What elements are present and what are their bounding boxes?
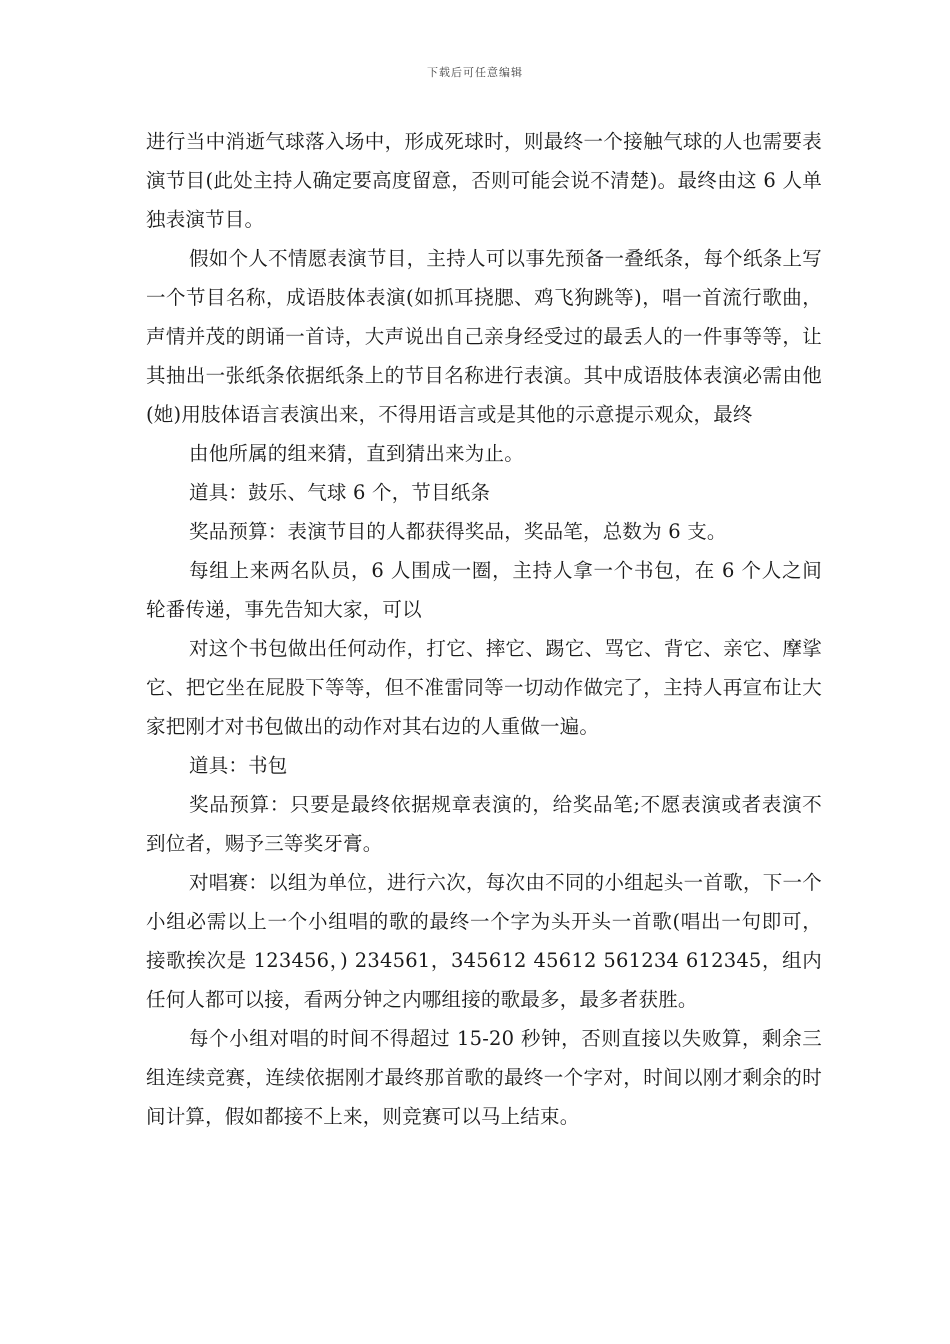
paragraph-1: 进行当中消逝气球落入场中，形成死球时，则最终一个接触气球的人也需要表演节目(此处主持人确定要高度留意，否则可能会说不清楚)。最终由这 6 人单独表演节目。 <box>146 130 822 231</box>
paragraph-song-contest: 对唱赛：以组为单位，进行六次，每次由不同的小组起头一首歌，下一个小组必需以上一个小组唱的歌的最终一个字为头开头一首歌(唱出一句即可，接歌挨次是 123456，) 234561，345612 45612 561234 612345，组内任何人都可以接，看两分钟之内哪组接的歌最多，最多者获胜。 <box>146 871 822 1011</box>
paragraph-3: 由他所属的组来猜，直到猜出来为止。 <box>189 442 524 465</box>
paragraph-6: 每组上来两名队员，6 人围成一圈，主持人拿一个书包，在 6 个人之间轮番传递，事先告知大家，可以 <box>146 559 822 621</box>
paragraph-prize-1: 奖品预算：表演节目的人都获得奖品，奖品笔，总数为 6 支。 <box>189 520 727 543</box>
paragraph-2: 假如个人不情愿表演节目，主持人可以事先预备一叠纸条，每个纸条上写一个节目名称，成语肢体表演(如抓耳挠腮、鸡飞狗跳等)，唱一首流行歌曲，声情并茂的朗诵一首诗，大声说出自己亲身经受过的最丢人的一件事等等，让其抽出一张纸条依据纸条上的节目名称进行表演。其中成语肢体表演必需由他(她)用肢体语言表演出来，不得用语言或是其他的示意提示观众，最终 <box>146 247 822 426</box>
paragraph-prize-2: 奖品预算：只要是最终依据规章表演的，给奖品笔;不愿表演或者表演不到位者，赐予三等奖牙膏。 <box>146 793 822 855</box>
page-header: 下载后可任意编辑 <box>427 66 523 79</box>
paragraph-song-rules: 每个小组对唱的时间不得超过 15-20 秒钟，否则直接以失败算，剩余三组连续竞赛，连续依据刚才最终那首歌的最终一个字对，时间以刚才剩余的时间计算，假如都接不上来，则竞赛可以马上结束。 <box>146 1027 822 1128</box>
document-body <box>146 122 822 1136</box>
paragraph-props-1: 道具：鼓乐、气球 6 个，节目纸条 <box>189 481 491 504</box>
paragraph-7: 对这个书包做出任何动作，打它、摔它、踢它、骂它、背它、亲它、摩挲它、把它坐在屁股下等等，但不准雷同等一切动作做完了，主持人再宣布让大家把刚才对书包做出的动作对其右边的人重做一遍。 <box>146 637 822 738</box>
paragraph-props-2: 道具：书包 <box>189 754 288 777</box>
